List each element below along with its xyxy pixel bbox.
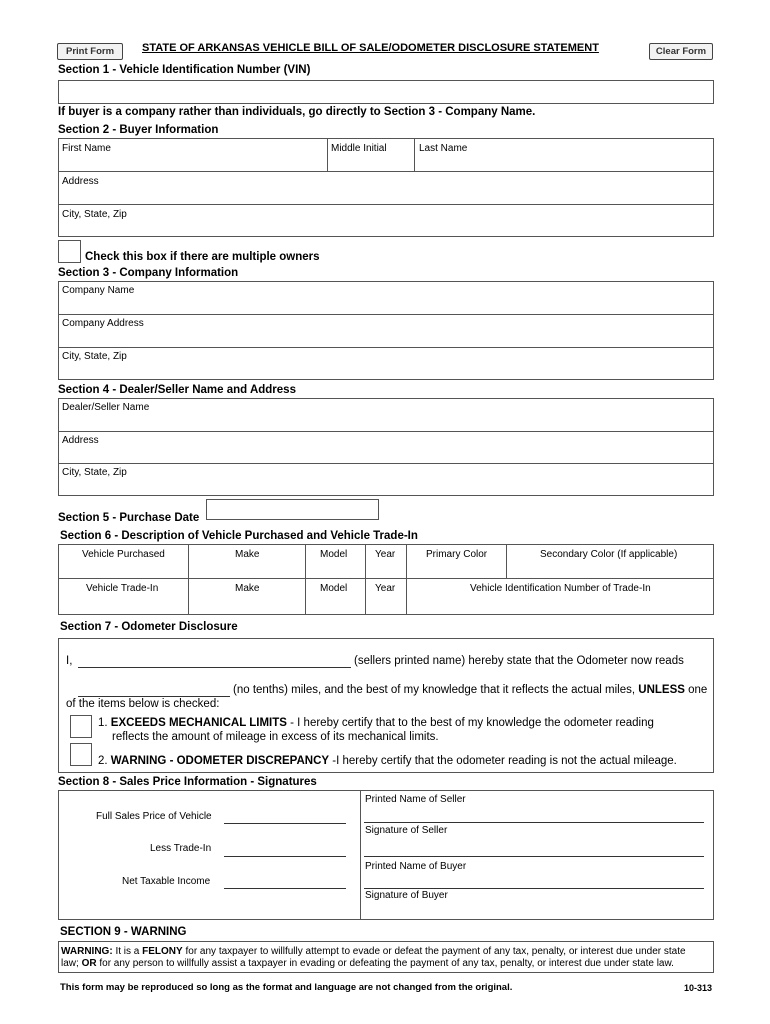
less-trade-in-label: Less Trade-In xyxy=(150,843,212,854)
odometer-line1-suffix: (sellers printed name) hereby state that the Odometer now reads xyxy=(354,655,684,667)
item2-number: 2. xyxy=(98,755,108,767)
section7-title: Section 7 - Odometer Disclosure xyxy=(60,621,238,633)
less-trade-in-input[interactable] xyxy=(224,856,346,857)
one-label: one xyxy=(688,684,708,696)
section9-title: SECTION 9 - WARNING xyxy=(60,926,187,938)
form-number: 10-313 xyxy=(684,983,713,993)
item2-bold: WARNING - ODOMETER DISCREPANCY xyxy=(110,755,330,767)
section6-title: Section 6 - Description of Vehicle Purchased and Vehicle Trade-In xyxy=(60,530,418,542)
item1-bold: EXCEEDS MECHANICAL LIMITS xyxy=(110,717,287,729)
warning-text-line2 xyxy=(61,958,674,969)
odometer-line3: of the items below is checked: xyxy=(66,698,220,710)
printed-name-seller-input[interactable] xyxy=(364,822,704,823)
item2-text xyxy=(98,755,677,767)
footer-note: This form may be reproduced so long as the format and language are not changed from the original. xyxy=(60,982,513,993)
warning-text-line1 xyxy=(61,946,686,957)
warning-a: It is a xyxy=(115,946,140,957)
multiple-owners-checkbox[interactable] xyxy=(58,240,81,263)
purchase-date-input[interactable] xyxy=(206,499,379,520)
warning-label: WARNING: xyxy=(61,946,113,957)
warning-c: law; xyxy=(61,958,79,969)
section1-title: Section 1 - Vehicle Identification Number (VIN) xyxy=(58,64,311,76)
dealer-address-field[interactable]: Address xyxy=(62,435,99,446)
item2-description: -I hereby certify that the odometer reading is not the actual mileage. xyxy=(332,755,677,767)
odometer-line2 xyxy=(233,684,707,696)
section8-title: Section 8 - Sales Price Information - Signatures xyxy=(58,776,317,788)
or-label: OR xyxy=(81,958,97,969)
middle-initial-field[interactable]: Middle Initial xyxy=(331,143,387,154)
vehicle-trade-in-label: Vehicle Trade-In xyxy=(86,583,159,594)
item1-description: - I hereby certify that to the best of my knowledge the odometer reading xyxy=(290,717,654,729)
trade-in-year-field[interactable]: Year xyxy=(375,583,396,594)
primary-color-field[interactable]: Primary Color xyxy=(426,549,488,560)
printed-name-seller-label: Printed Name of Seller xyxy=(365,794,466,805)
printed-name-buyer-input[interactable] xyxy=(364,888,704,889)
multiple-owners-label: Check this box if there are multiple owners xyxy=(85,251,320,263)
odometer-line2-suffix: (no tenths) miles, and the best of my knowledge that it reflects the actual miles, xyxy=(233,684,636,696)
item1-description-2: reflects the amount of mileage in excess of its mechanical limits. xyxy=(112,731,439,743)
dealer-info-grid xyxy=(58,398,714,496)
dealer-city-state-zip-field[interactable]: City, State, Zip xyxy=(62,467,127,478)
section3-title: Section 3 - Company Information xyxy=(58,267,239,279)
full-sales-price-input[interactable] xyxy=(224,823,346,824)
last-name-field[interactable]: Last Name xyxy=(419,143,468,154)
net-taxable-input[interactable] xyxy=(224,888,346,889)
trade-in-make-field[interactable]: Make xyxy=(235,583,260,594)
section5-title: Section 5 - Purchase Date xyxy=(58,512,200,524)
odometer-miles-input[interactable] xyxy=(78,696,230,697)
print-form-button[interactable]: Print Form xyxy=(57,43,123,60)
secondary-color-field[interactable]: Secondary Color (If applicable) xyxy=(540,549,678,560)
signature-seller-label: Signature of Seller xyxy=(365,825,448,836)
dealer-name-field[interactable]: Dealer/Seller Name xyxy=(62,402,150,413)
felony-label: FELONY xyxy=(142,946,183,957)
buyer-city-state-zip-field[interactable]: City, State, Zip xyxy=(62,209,127,220)
company-city-state-zip-field[interactable]: City, State, Zip xyxy=(62,351,127,362)
company-address-field[interactable]: Company Address xyxy=(62,318,144,329)
trade-in-model-field[interactable]: Model xyxy=(320,583,348,594)
odometer-line1-prefix: I, xyxy=(66,655,73,667)
full-sales-price-label: Full Sales Price of Vehicle xyxy=(96,811,212,822)
trade-in-vin-field[interactable]: Vehicle Identification Number of Trade-In xyxy=(470,583,651,594)
seller-printed-name-input[interactable] xyxy=(78,667,351,668)
item1-text xyxy=(98,717,654,729)
exceeds-mechanical-limits-checkbox[interactable] xyxy=(70,715,92,738)
net-taxable-label: Net Taxable Income xyxy=(122,876,211,887)
item1-number: 1. xyxy=(98,717,108,729)
company-name-field[interactable]: Company Name xyxy=(62,285,135,296)
printed-name-buyer-label: Printed Name of Buyer xyxy=(365,861,467,872)
year-field[interactable]: Year xyxy=(375,549,396,560)
first-name-field[interactable]: First Name xyxy=(62,143,111,154)
buyer-address-field[interactable]: Address xyxy=(62,176,99,187)
company-note: If buyer is a company rather than individuals, go directly to Section 3 - Company Name. xyxy=(58,106,536,118)
warning-b: for any taxpayer to willfully attempt to evade or defeat the payment of any tax, penalty, or interest due under state xyxy=(185,946,686,957)
unless-label: UNLESS xyxy=(638,684,685,696)
model-field[interactable]: Model xyxy=(320,549,348,560)
signature-seller-input[interactable] xyxy=(364,856,704,857)
company-info-grid xyxy=(58,281,714,380)
signature-buyer-label: Signature of Buyer xyxy=(365,890,448,901)
vehicle-purchased-label: Vehicle Purchased xyxy=(82,549,165,560)
warning-d: for any person to willfully assist a taxpayer in evading or defeating the payment of any tax, penalty, or interest due under state law. xyxy=(99,958,674,969)
make-field[interactable]: Make xyxy=(235,549,260,560)
form-title: STATE OF ARKANSAS VEHICLE BILL OF SALE/ODOMETER DISCLOSURE STATEMENT xyxy=(142,42,599,54)
odometer-discrepancy-checkbox[interactable] xyxy=(70,743,92,766)
vin-input[interactable] xyxy=(58,80,714,104)
section4-title: Section 4 - Dealer/Seller Name and Address xyxy=(58,384,296,396)
clear-form-button[interactable]: Clear Form xyxy=(649,43,713,60)
section2-title: Section 2 - Buyer Information xyxy=(58,124,219,136)
